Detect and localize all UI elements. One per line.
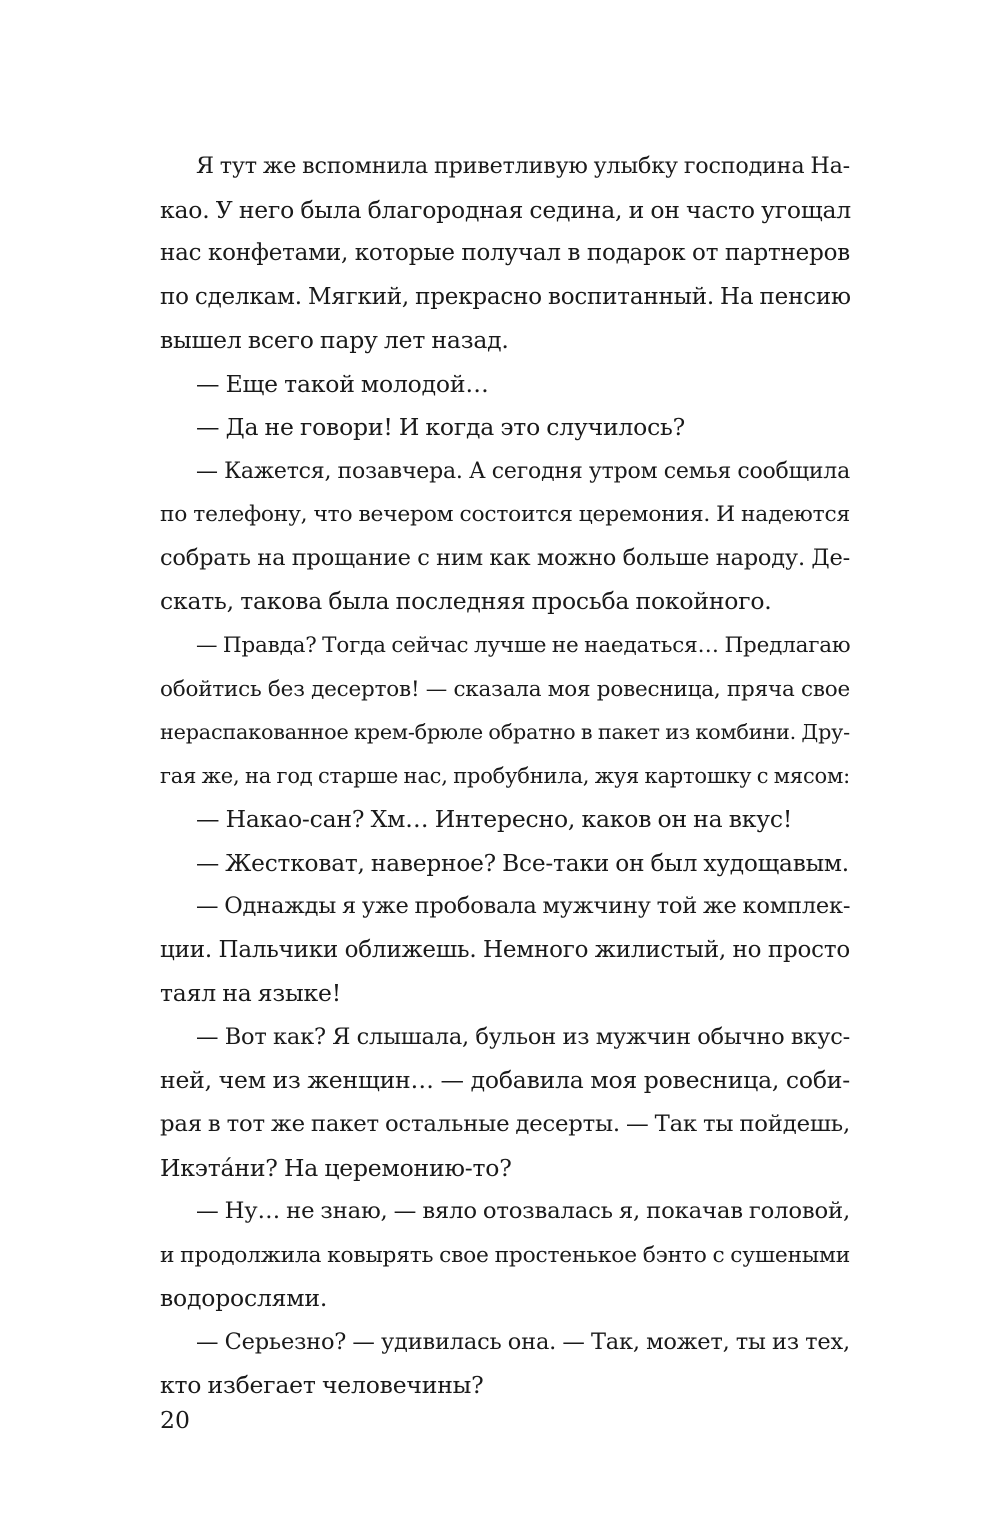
- text-line: и продолжила ковырять свое простенькое бэнто с сушеными: [160, 1242, 850, 1268]
- text-line: таял на языке!: [160, 979, 341, 1008]
- text-line: собрать на прощание с ним как можно больше народу. Де-: [160, 544, 850, 571]
- text-line: вышел всего пару лет назад.: [160, 326, 509, 355]
- text-line: — Однажды я уже пробовала мужчину той же комплек-: [196, 893, 851, 920]
- text-line: нераспакованное крем-брюле обратно в пакет из комбини. Дру-: [160, 720, 850, 745]
- text-line: ней, чем из женщин… — добавила моя ровесница, соби-: [160, 1066, 850, 1095]
- text-line: кто избегает человечины?: [160, 1371, 484, 1400]
- text-line: скать, такова была последняя просьба покойного.: [160, 587, 772, 616]
- text-line: — Вот как? Я слышала, бульон из мужчин обычно вкус-: [196, 1023, 850, 1050]
- text-line: — Жестковат, наверное? Все-таки он был худощавым.: [196, 849, 849, 877]
- text-line: ции. Пальчики оближешь. Немного жилистый, но просто: [160, 936, 850, 963]
- text-line: Я тут же вспомнила приветливую улыбку господина На-: [196, 153, 850, 179]
- page-number: 20: [160, 1406, 190, 1434]
- text-line: водорослями.: [160, 1284, 328, 1313]
- text-line: по телефону, что вечером состоится церемония. И надеются: [160, 502, 850, 528]
- text-line: гая же, на год старше нас, пробубнила, жуя картошку с мясом:: [160, 763, 850, 788]
- text-line: — Правда? Тогда сейчас лучше не наедаться… Предлагаю: [196, 633, 851, 659]
- text-line: обойтись без десертов! — сказала моя ровесница, пряча свое: [160, 676, 850, 702]
- text-line: — Еще такой молодой…: [196, 369, 489, 398]
- text-line: — Накао-сан? Хм… Интересно, каков он на вкус!: [196, 805, 793, 834]
- text-line: — Ну… не знаю, — вяло отозвалась я, покачав головой,: [196, 1198, 850, 1225]
- text-line: — Да не говори! И когда это случилось?: [196, 413, 686, 442]
- text-line: нас конфетами, которые получал в подарок от партнеров: [160, 240, 850, 267]
- text-line: по сделкам. Мягкий, прекрасно воспитанный. На пенсию: [160, 283, 851, 310]
- text-line: — Кажется, позавчера. А сегодня утром семья сообщила: [196, 458, 850, 484]
- text-line: Икэта́ни? На церемонию-то?: [160, 1153, 512, 1182]
- text-line: — Серьезно? — удивилась она. — Так, может, ты из тех,: [196, 1328, 850, 1355]
- body-text: [160, 145, 850, 1408]
- text-line: као. У него была благородная седина, и он часто угощал: [160, 195, 852, 224]
- text-line: рая в тот же пакет остальные десерты. — Так ты пойдешь,: [160, 1111, 850, 1138]
